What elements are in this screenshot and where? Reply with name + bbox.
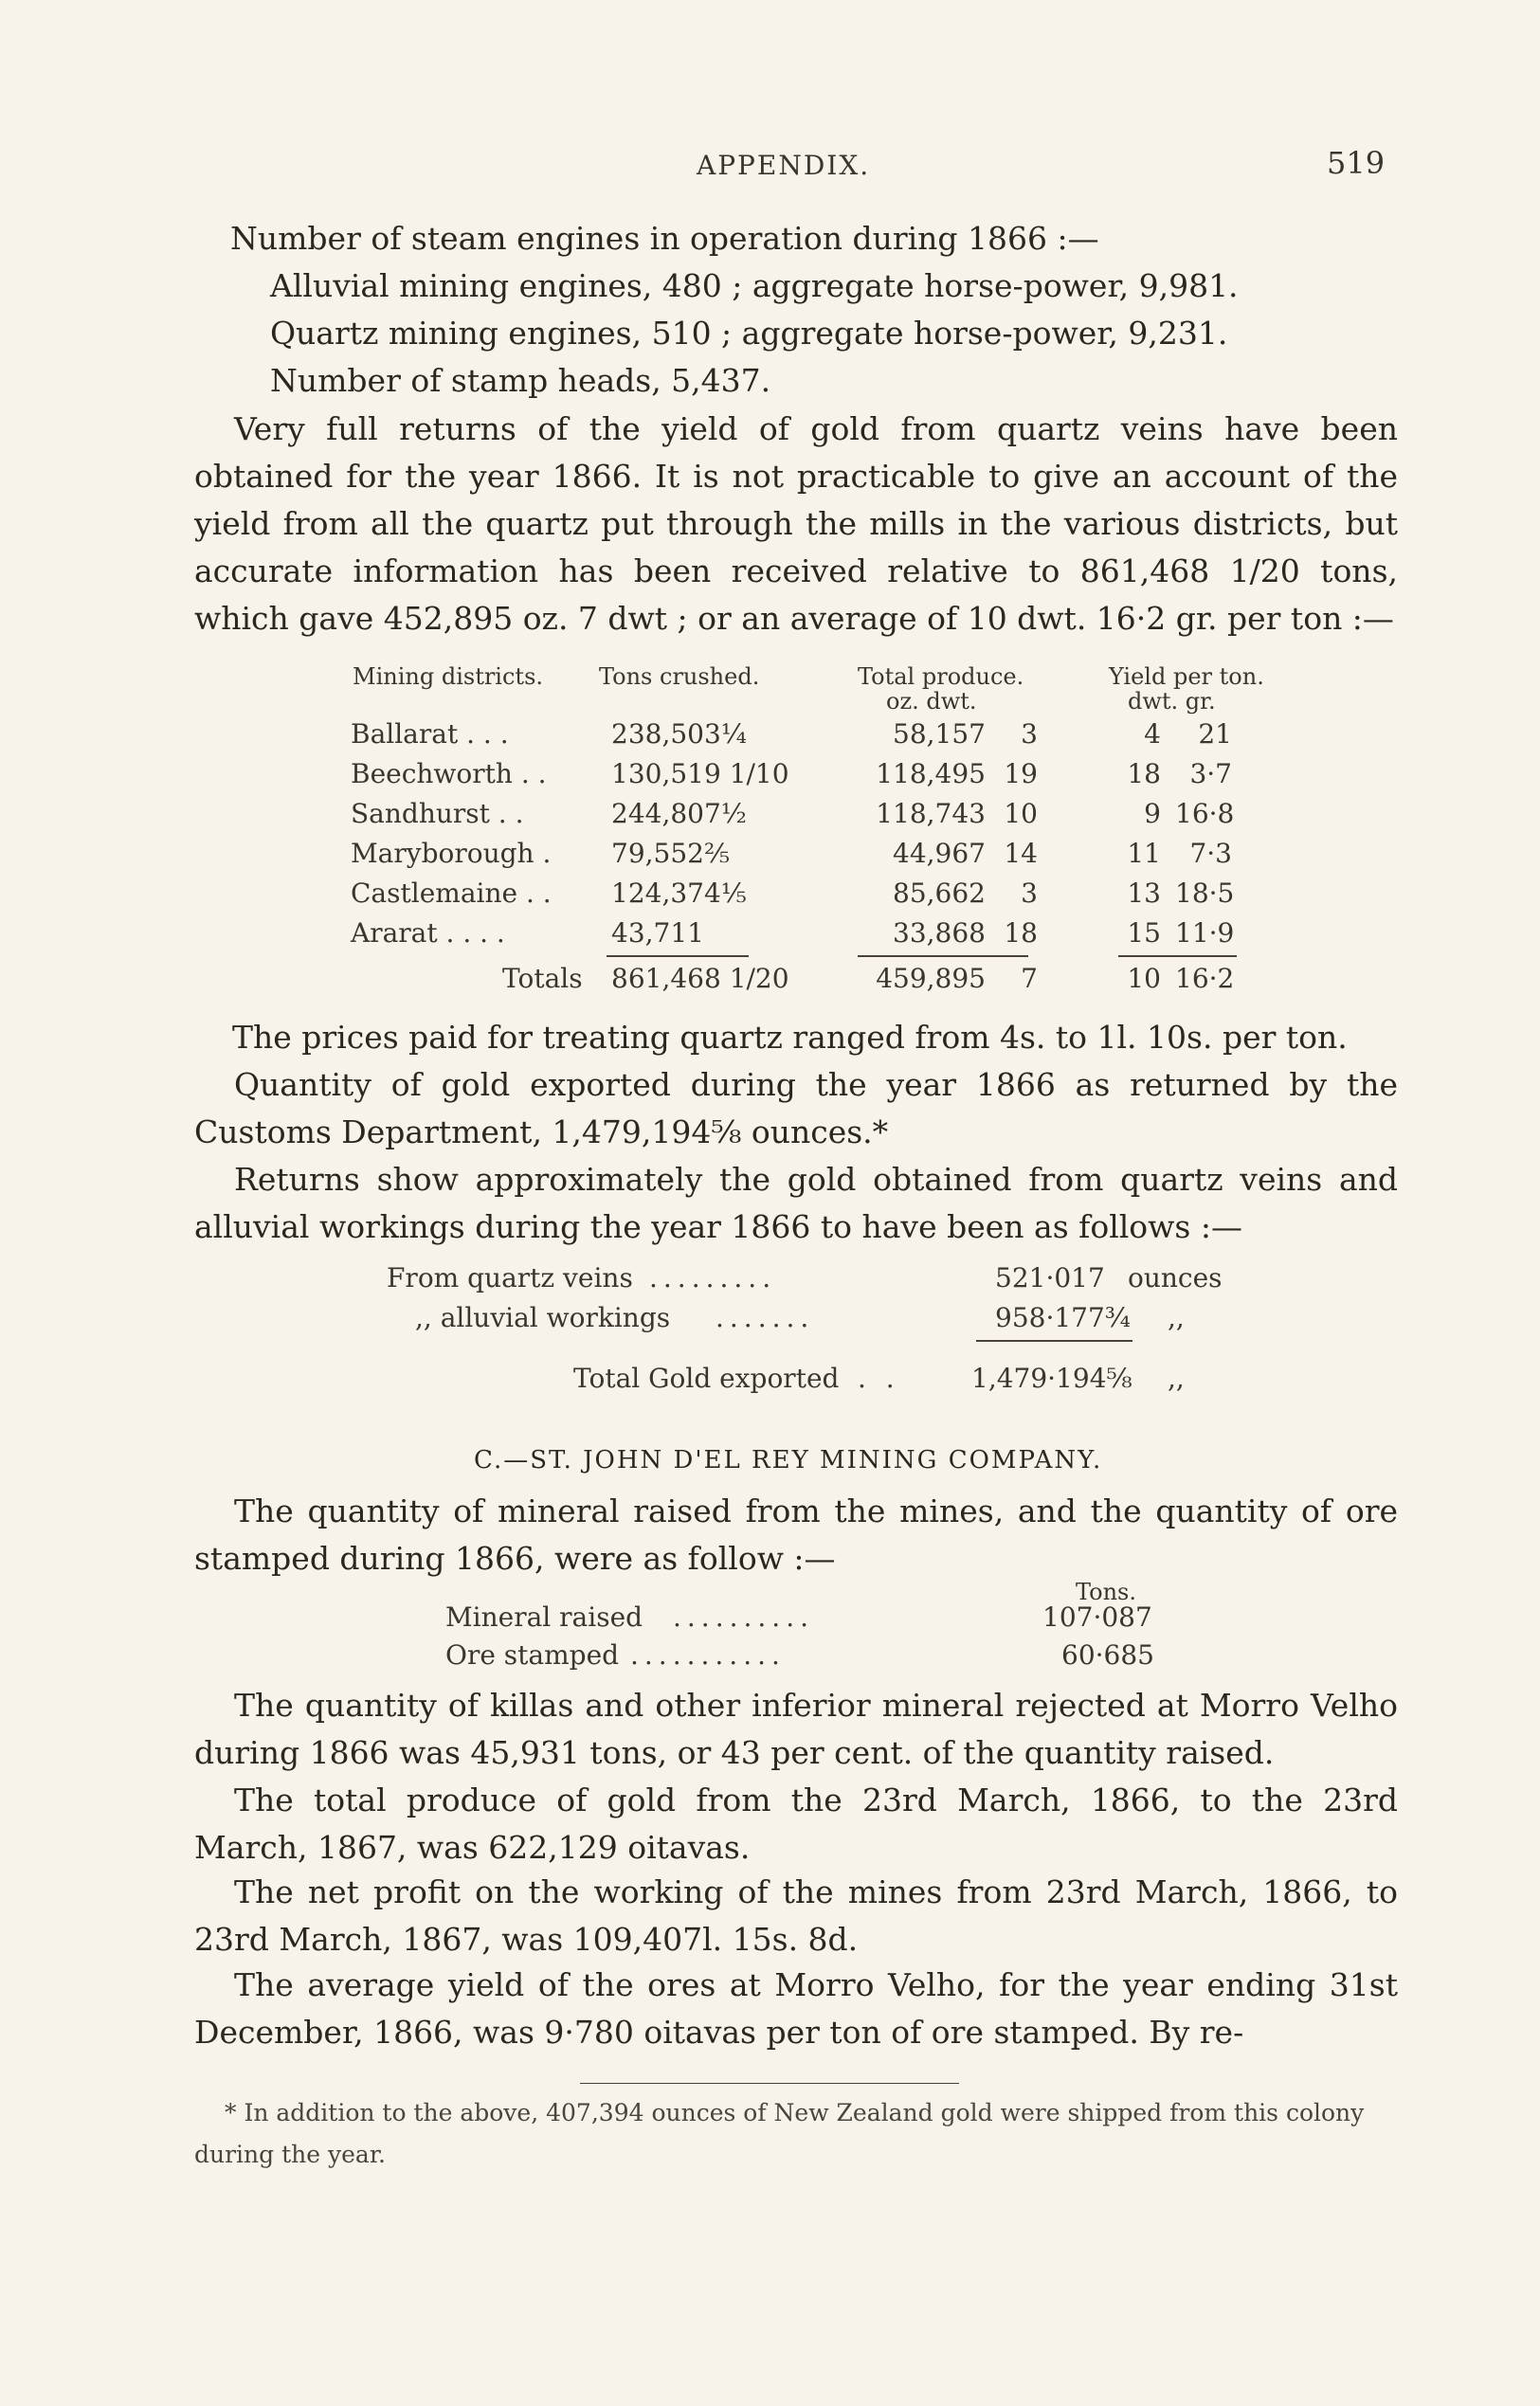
yield-dwt-cell: 15	[1127, 917, 1161, 949]
dwt-cell: 10	[1004, 798, 1038, 829]
yield-dwt-cell: 13	[1127, 877, 1161, 909]
exported-paragraph: Quantity of gold exported during the year 1866 as returned by the Customs Department, 1,479,194⅝ ounces.*	[194, 1066, 1398, 1150]
tons-cell: 244,807½	[611, 798, 747, 829]
col-subheader-produce: oz. dwt.	[886, 688, 977, 715]
produce-paragraph: The total produce of gold from the 23rd March, 1866, to the 23rd March, 1867, was 622,129 oitavas.	[194, 1782, 1398, 1866]
mineral-paragraph: The quantity of mineral raised from the mines, and the quantity of ore stamped during 1866, were as follow :—	[194, 1492, 1398, 1577]
yield-dwt-cell: 9	[1144, 798, 1161, 829]
engines-intro: Number of steam engines in operation during 1866 :—	[230, 220, 1099, 257]
col-header-produce: Total produce.	[858, 663, 1024, 690]
yield-gr-cell: 7·3	[1189, 838, 1232, 869]
oz-cell: 85,662	[893, 877, 986, 909]
ore-stamped-label: Ore stamped	[445, 1639, 620, 1671]
footnote-rule	[580, 2083, 959, 2084]
engines-alluvial: Alluvial mining engines, 480 ; aggregate horse-power, 9,981.	[270, 267, 1239, 304]
dot-leader: . .	[858, 1363, 900, 1394]
district-cell: Maryborough .	[351, 838, 552, 869]
dot-leader: ...........	[630, 1639, 786, 1671]
tons-cell: 238,503¼	[611, 718, 747, 750]
yield-gr-cell: 18·5	[1175, 877, 1235, 909]
tons-cell: 43,711	[611, 917, 704, 949]
totals-rule-yield	[1118, 955, 1237, 957]
total-gold-value: 1,479·194⅝	[971, 1363, 1132, 1394]
oz-cell: 58,157	[893, 718, 986, 750]
ore-stamped-value: 60·685	[1061, 1639, 1154, 1671]
oz-cell: 118,495	[876, 758, 986, 789]
yield-gr-cell: 21	[1198, 718, 1232, 750]
totals-label: Totals	[502, 963, 583, 994]
tons-cell: 79,552⅖	[611, 838, 731, 869]
total-gold-label: Total Gold exported	[573, 1363, 840, 1394]
oz-cell: 118,743	[876, 798, 986, 829]
running-head: APPENDIX.	[697, 150, 871, 181]
oz-cell: 44,967	[893, 838, 986, 869]
tons-cell: 124,374⅕	[611, 877, 747, 909]
prices-line: The prices paid for treating quartz ranged from 4s. to 1l. 10s. per ton.	[232, 1019, 1348, 1056]
tons-header: Tons.	[1076, 1579, 1136, 1605]
dwt-cell: 3	[1021, 877, 1038, 909]
totals-oz: 459,895	[876, 963, 986, 994]
totals-tons: 861,468 1/20	[611, 963, 789, 994]
dwt-cell: 19	[1004, 758, 1038, 789]
district-cell: Sandhurst . .	[351, 798, 524, 829]
ditto-mark: ,,	[1168, 1302, 1185, 1333]
dwt-cell: 14	[1004, 838, 1038, 869]
totals-rule-produce	[858, 955, 1028, 957]
dot-leader: .........	[649, 1262, 777, 1293]
col-subheader-yield: dwt. gr.	[1128, 688, 1216, 715]
oz-cell: 33,868	[893, 917, 986, 949]
profit-paragraph: The net profit on the working of the mines from 23rd March, 1866, to 23rd March, 1867, was 109,407l. 15s. 8d.	[194, 1873, 1398, 1958]
sum-rule	[976, 1340, 1132, 1342]
average-paragraph: The average yield of the ores at Morro Velho, for the year ending 31st December, 1866, was 9·780 oitavas per ton of ore stamped. By re-	[194, 1966, 1398, 2051]
yield-dwt-cell: 4	[1144, 718, 1161, 750]
totals-rule-tons	[607, 955, 749, 957]
totals-yield-dwt: 10	[1127, 963, 1161, 994]
district-cell: Beechworth . .	[351, 758, 547, 789]
yield-dwt-cell: 18	[1127, 758, 1161, 789]
quartz-veins-value: 521·017	[995, 1262, 1105, 1293]
engines-quartz: Quartz mining engines, 510 ; aggregate horse-power, 9,231.	[270, 315, 1228, 352]
tons-cell: 130,519 1/10	[611, 758, 789, 789]
totals-dwt: 7	[1021, 963, 1038, 994]
dwt-cell: 3	[1021, 718, 1038, 750]
dwt-cell: 18	[1004, 917, 1038, 949]
section-heading: C.—ST. JOHN D'EL REY MINING COMPANY.	[474, 1446, 1103, 1474]
dot-leader: ..........	[673, 1601, 815, 1633]
district-cell: Ballarat . . .	[351, 718, 509, 750]
mineral-raised-value: 107·087	[1042, 1601, 1152, 1633]
returns-paragraph: Returns show approximately the gold obtained from quartz veins and alluvial workings during the year 1866 to have been as follows :—	[194, 1161, 1398, 1245]
totals-yield-gr: 16·2	[1175, 963, 1235, 994]
alluvial-label: ,, alluvial workings	[415, 1302, 671, 1333]
killas-paragraph: The quantity of killas and other inferior mineral rejected at Morro Velho during 1866 was 45,931 tons, or 43 per cent. of the quantity raised.	[194, 1687, 1398, 1771]
dot-leader: .......	[716, 1302, 815, 1333]
yield-gr-cell: 3·7	[1189, 758, 1232, 789]
footnote: * In addition to the above, 407,394 ounces of New Zealand gold were shipped from this colony during the year.	[194, 2099, 1365, 2168]
yield-gr-cell: 16·8	[1175, 798, 1235, 829]
page-number: 519	[1327, 145, 1386, 181]
mineral-raised-label: Mineral raised	[445, 1601, 643, 1633]
unit-ounces: ounces	[1128, 1262, 1223, 1293]
engines-stamps: Number of stamp heads, 5,437.	[270, 362, 771, 399]
col-header-yield: Yield per ton.	[1109, 663, 1264, 690]
quartz-veins-label: From quartz veins	[387, 1262, 633, 1293]
ditto-mark: ,,	[1168, 1363, 1185, 1394]
district-cell: Ararat . . . .	[351, 917, 505, 949]
alluvial-value: 958·177¾	[995, 1302, 1131, 1333]
quartz-returns-paragraph: Very full returns of the yield of gold from quartz veins have been obtained for the year 1866. It is not practicable to give an account of the yield from all the quartz put through the mills in the various districts, but accurate information has been received relative to 861,468 1/20 tons, which gave 452,895 oz. 7 dwt ; or an average of 10 dwt. 16·2 gr. per ton :—	[194, 410, 1398, 637]
col-header-district: Mining districts.	[353, 663, 544, 690]
yield-dwt-cell: 11	[1127, 838, 1161, 869]
col-header-tons: Tons crushed.	[599, 663, 760, 690]
yield-gr-cell: 11·9	[1175, 917, 1235, 949]
district-cell: Castlemaine . .	[351, 877, 552, 909]
